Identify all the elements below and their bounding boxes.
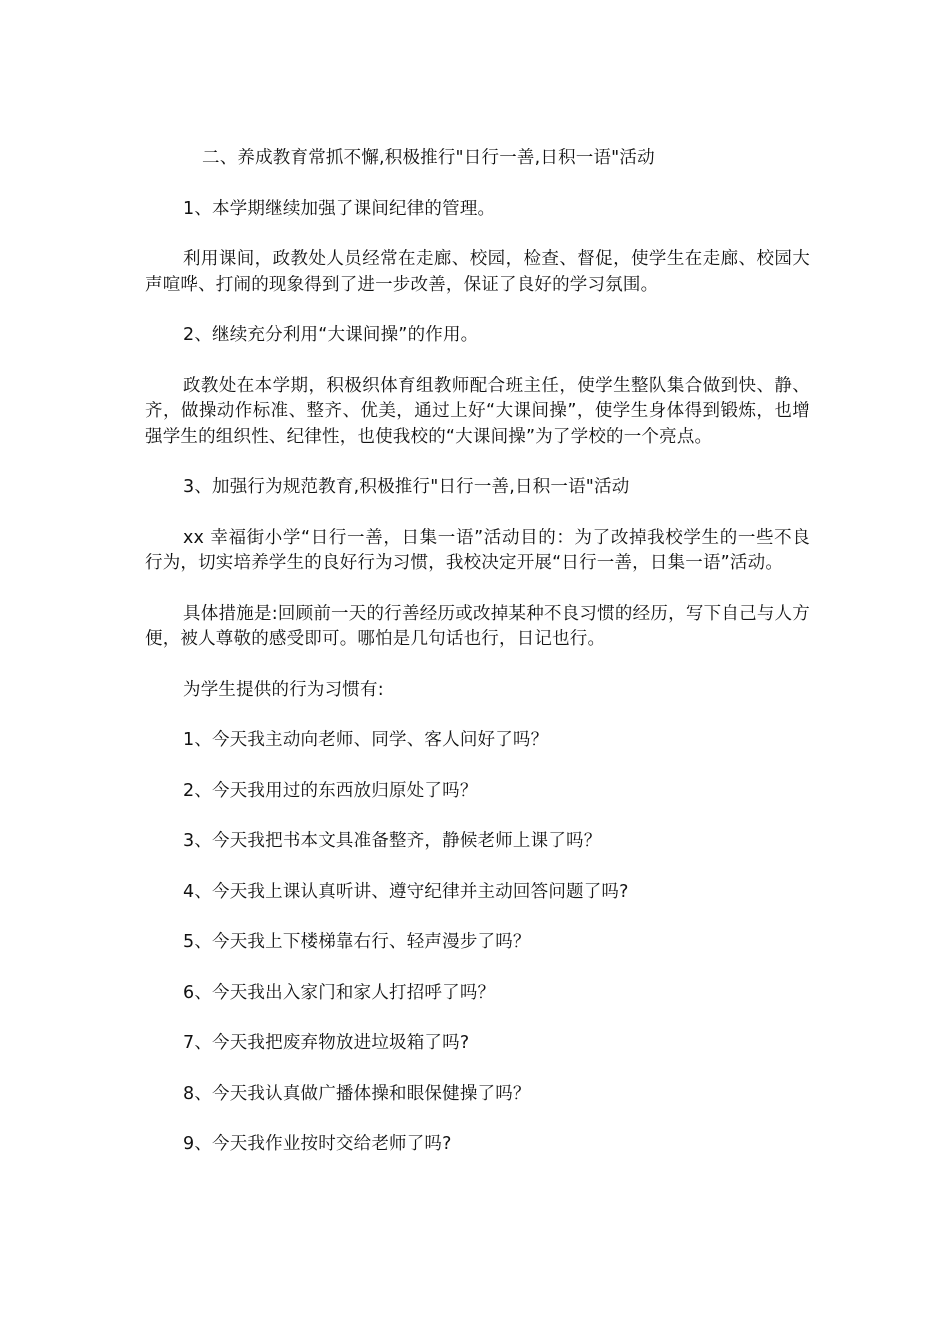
item1-body: 利用课间，政教处人员经常在走廊、校园，检查、督促，使学生在走廊、校园大声喧哗、打闹的现象得到了进一步改善，保证了良好的学习氛围。 <box>145 249 810 295</box>
item2-title: 2、继续充分利用“大课间操”的作用。 <box>183 325 479 345</box>
habit-item: 2、今天我用过的东西放归原处了吗？ <box>183 780 478 801</box>
document-body <box>145 146 810 1158</box>
habits-intro: 为学生提供的行为习惯有: <box>183 679 384 700</box>
habit-item: 7、今天我把废弃物放进垃圾箱了吗? <box>183 1033 470 1053</box>
habit-item: 8、今天我认真做广播体操和眼保健操了吗？ <box>183 1083 531 1104</box>
habit-item: 6、今天我出入家门和家人打招呼了吗？ <box>183 982 496 1003</box>
item1-title: 1、本学期继续加强了课间纪律的管理。 <box>183 198 496 219</box>
habit-item: 4、今天我上课认真听讲、遵守纪律并主动回答问题了吗? <box>183 881 629 902</box>
habit-item: 9、今天我作业按时交给老师了吗? <box>183 1134 452 1154</box>
section-heading: 二、养成教育常抓不懈,积极推行"日行一善,日积一语"活动 <box>202 148 655 168</box>
measures-paragraph: 具体措施是:回顾前一天的行善经历或改掉某种不良习惯的经历，写下自己与人方便，被人尊敬的感受即可。哪怕是几句话也行，日记也行。 <box>145 603 810 649</box>
item3-body: xx 幸福街小学“日行一善，日集一语”活动目的：为了改掉我校学生的一些不良行为，切实培养学生的良好行为习惯，我校决定开展“日行一善，日集一语”活动。 <box>145 527 810 573</box>
habit-item: 5、今天我上下楼梯靠右行、轻声漫步了吗？ <box>183 932 531 952</box>
item2-body: 政教处在本学期，积极织体育组教师配合班主任，使学生整队集合做到快、静、齐，做操动作标准、整齐、优美，通过上好“大课间操”，使学生身体得到锻炼，也增强学生的组织性、纪律性，也使我校的“大课间操”为了学校的一个亮点。 <box>145 375 810 447</box>
item3-title: 3、加强行为规范教育,积极推行"日行一善,日积一语"活动 <box>183 477 630 497</box>
habit-item: 3、今天我把书本文具准备整齐，静候老师上课了吗？ <box>183 831 602 851</box>
habit-item: 1、今天我主动向老师、同学、客人问好了吗？ <box>183 730 549 750</box>
